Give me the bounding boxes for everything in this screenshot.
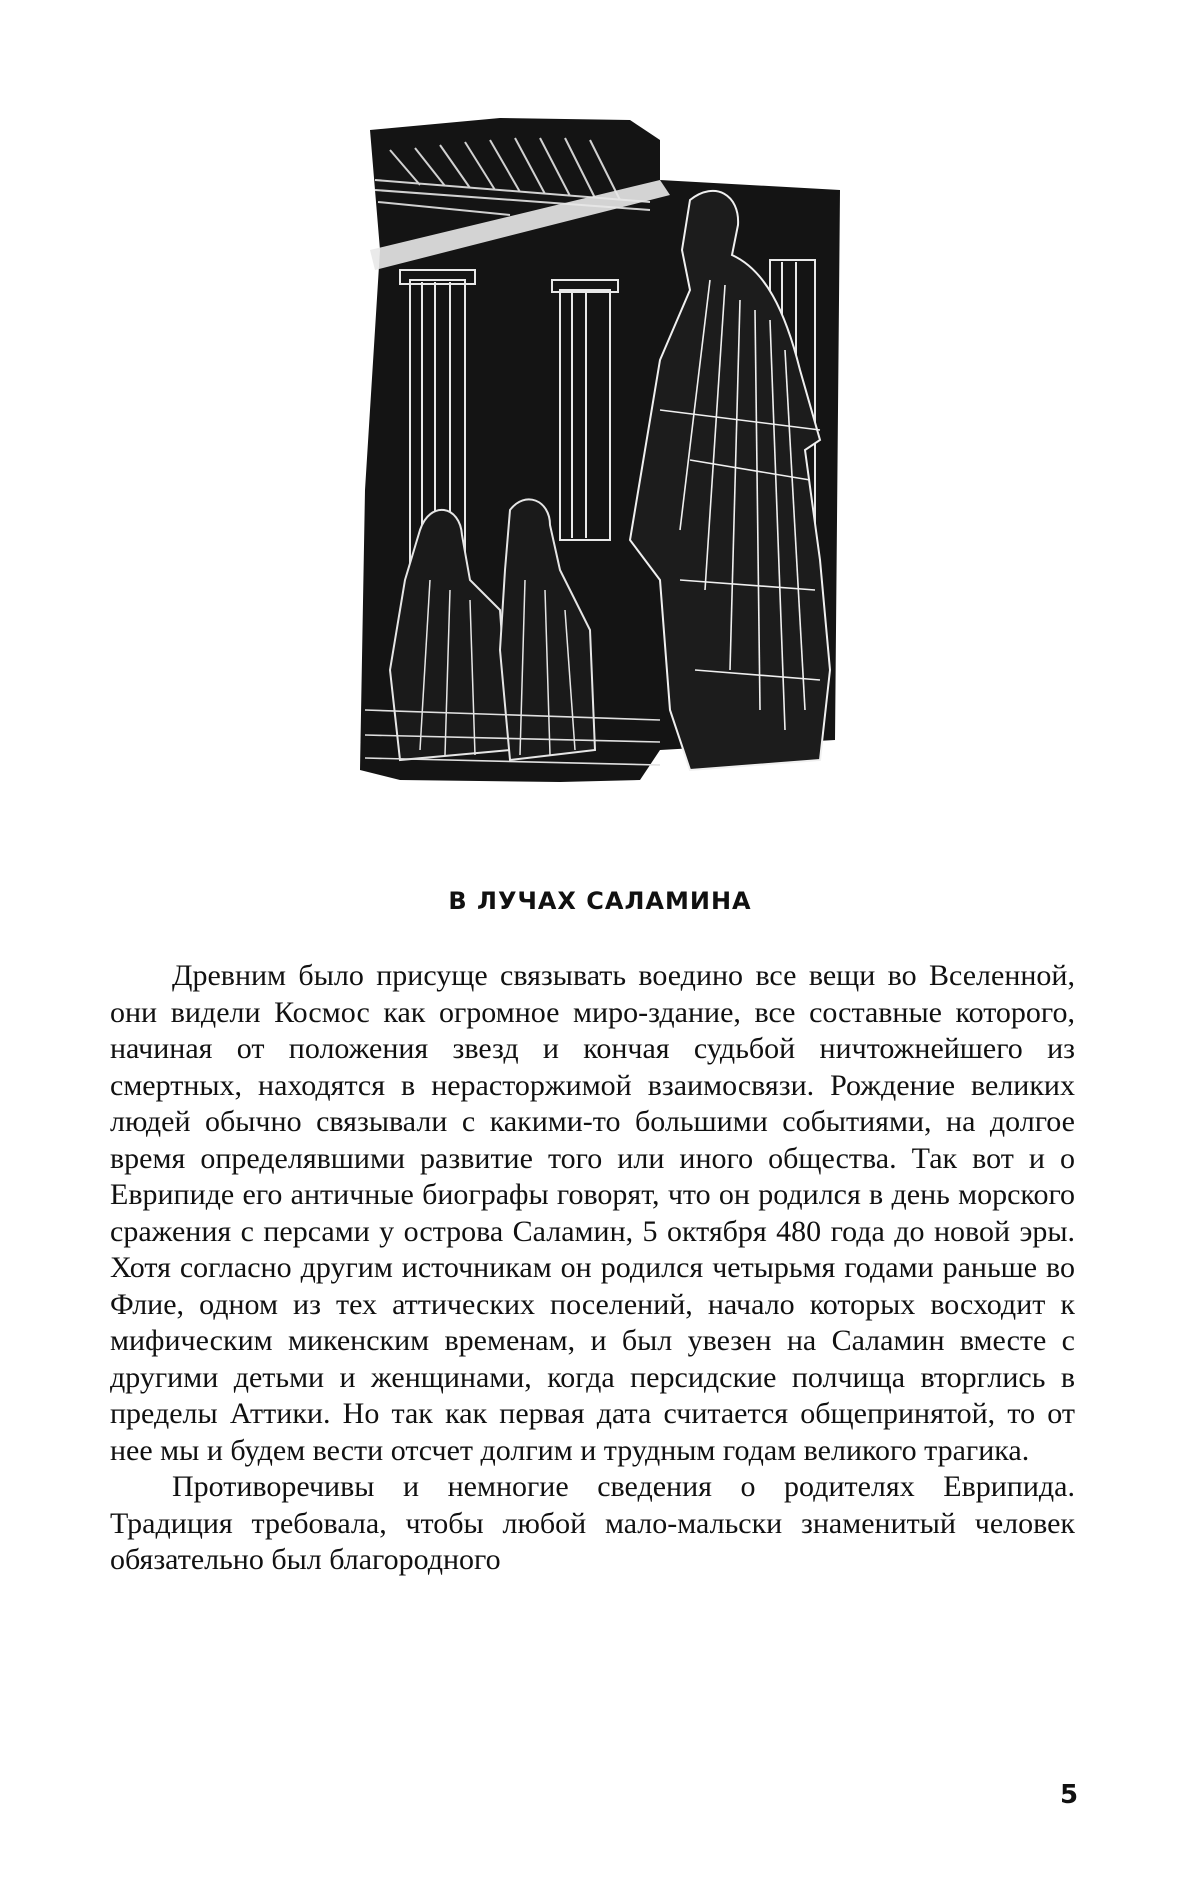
chapter-title: В ЛУЧАХ САЛАМИНА xyxy=(448,887,752,915)
temple-figures-engraving xyxy=(360,110,840,790)
paragraph-1: Древним было присуще связывать воедино все вещи во Вселенной, они видели Космос как огромное миро-здание, все составные которого, начиная от положения звезд и кончая судьбой ничтожнейшего из смертных, находятся в нерасторжимой взаимосвязи. Рождение великих людей обычно связывали с какими-то большими событиями, на долгое время определявшими развитие того или иного общества. Так вот и о Еврипиде его античные биографы говорят, что он родился в день морского сражения с персами у острова Саламин, 5 октября 480 года до новой эры. Хотя согласно другим источникам он родился четырьмя годами раньше во Флие, одном из тех аттических поселений, начало которых восходит к мифическим микенским временам, и был увезен на Саламин вместе с другими детьми и женщинами, когда персидские полчища вторглись в пределы Аттики. Но так как первая дата считается общепринятой, то от нее мы и будем вести отсчет долгим и трудным годам великого трагика. xyxy=(110,959,1075,1467)
body-text xyxy=(110,958,1075,1579)
chapter-illustration xyxy=(360,110,840,790)
page-number: 5 xyxy=(1060,1780,1079,1810)
paragraph-2: Противоречивы и немногие сведения о родителях Еврипида. Традиция требовала, чтобы любой мало-мальски знаменитый человек обязательно был благородного xyxy=(110,1470,1075,1576)
